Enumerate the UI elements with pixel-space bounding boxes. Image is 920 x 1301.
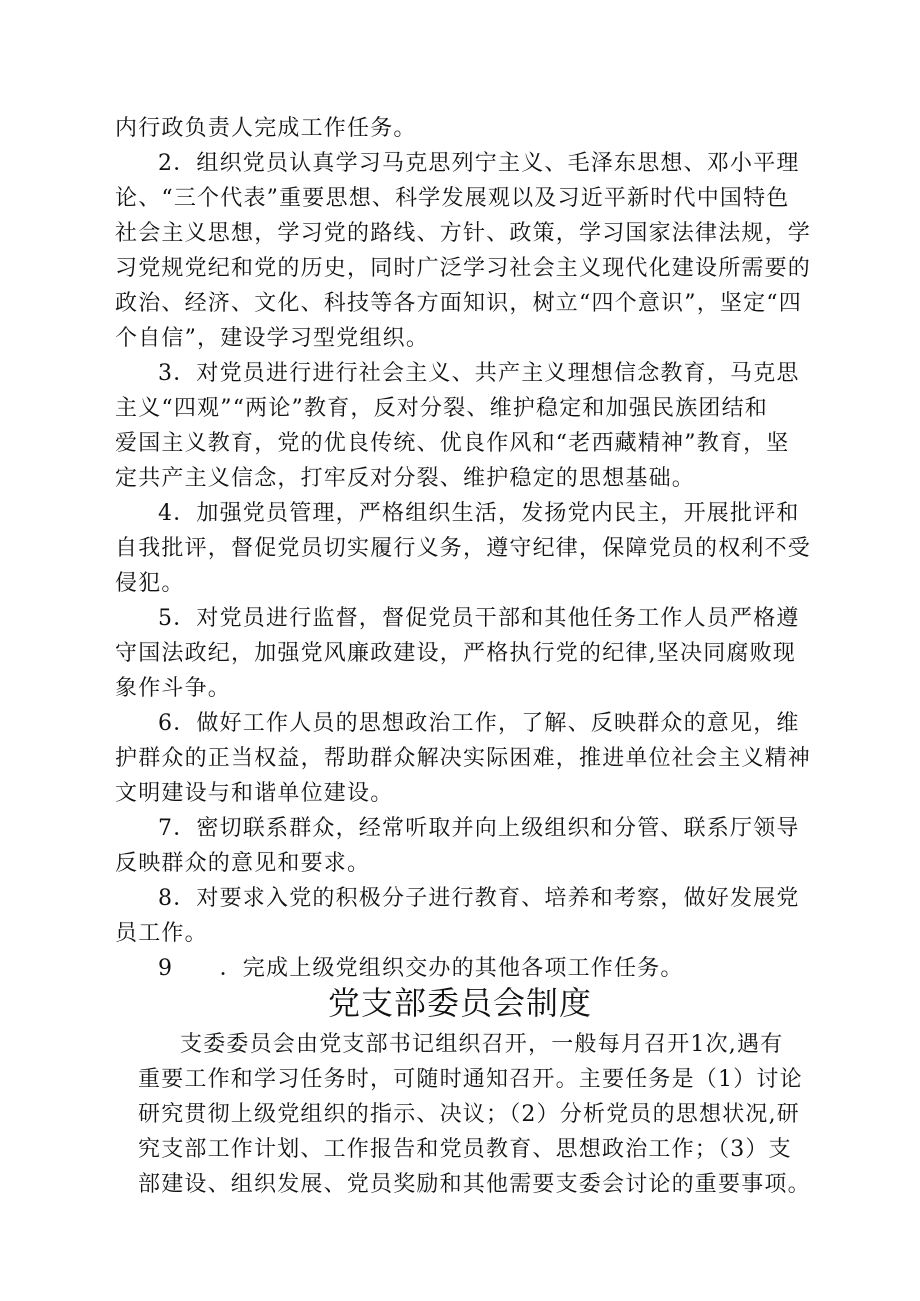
text-line: 内行政负责人完成工作任务。 [115,116,417,141]
text-line: 论、“三个代表”重要思想、科学发展观以及习近平新时代中国特色 [115,186,790,211]
text-line: 主义“四观”“两论”教育，反对分裂、维护稳定和加强民族团结和 [115,396,768,421]
text-line: 定共产主义信念，打牢反对分裂、维护稳定的思想基础。 [115,466,696,491]
text-line: 7．密切联系群众，经常听取并向上级组织和分管、联系厅领导 [158,816,800,841]
text-line: 个自信”，建设学习型党组织。 [115,326,430,351]
text-line: 文明建设与和谐单位建设。 [115,781,394,806]
text-line: 3．对党员进行进行社会主义、共产主义理想信念教育，马克思 [158,361,800,386]
text-line: 6．做好工作人员的思想政治工作，了解、反映群众的意见，维 [158,711,800,736]
text-line: 2．组织党员认真学习马克思列宁主义、毛泽东思想、邓小平理 [158,151,800,176]
text-line: 政治、经济、文化、科技等各方面知识，树立“四个意识”，坚定“四 [115,291,802,316]
text-line: 5．对党员进行监督，督促党员干部和其他任务工作人员严格遵 [158,606,800,631]
text-line: 爱国主义教育，党的优良传统、优良作风和“老西藏精神”教育，坚 [115,431,790,456]
text-line: 侵犯。 [115,571,185,596]
text-line: 支委委员会由党支部书记组织召开，一般每月召开1次,遇有 [180,1032,784,1057]
text-line: 反映群众的意见和要求。 [115,851,371,876]
text-line: 员工作。 [115,921,208,946]
text-line: 8．对要求入党的积极分子进行教育、培养和考察，做好发展党 [158,886,800,911]
section-title: 党支部委员会制度 [327,984,592,1022]
text-line: 4．加强党员管理，严格组织生活，发扬党内民主，开展批评和 [158,501,800,526]
text-line: 象作斗争。 [115,676,232,701]
text-line: 自我批评，督促党员切实履行义务，遵守纪律，保障党员的权利不受 [115,536,812,561]
text-line: 社会主义思想，学习党的路线、方针、政策，学习国家法律法规，学 [115,221,812,246]
text-line: 守国法政纪，加强党风廉政建设，严格执行党的纪律,坚决同腐败现 [115,641,796,666]
text-line: 9 ．完成上级党组织交办的其他各项工作任务。 [158,956,684,981]
text-line: 习党规党纪和党的历史，同时广泛学习社会主义现代化建设所需要的 [115,256,812,281]
text-line: 究支部工作计划、工作报告和党员教育、思想政治工作；（3）支 [138,1137,792,1162]
text-line: 重要工作和学习任务时，可随时通知召开。主要任务是（1）讨论 [138,1067,803,1092]
text-line: 研究贯彻上级党组织的指示、决议；（2）分析党员的思想状况,研 [138,1102,800,1127]
text-line: 护群众的正当权益，帮助群众解决实际困难，推进单位社会主义精神 [115,746,812,771]
text-line: 部建设、组织发展、党员奖励和其他需要支委会讨论的重要事项。 [138,1172,811,1197]
